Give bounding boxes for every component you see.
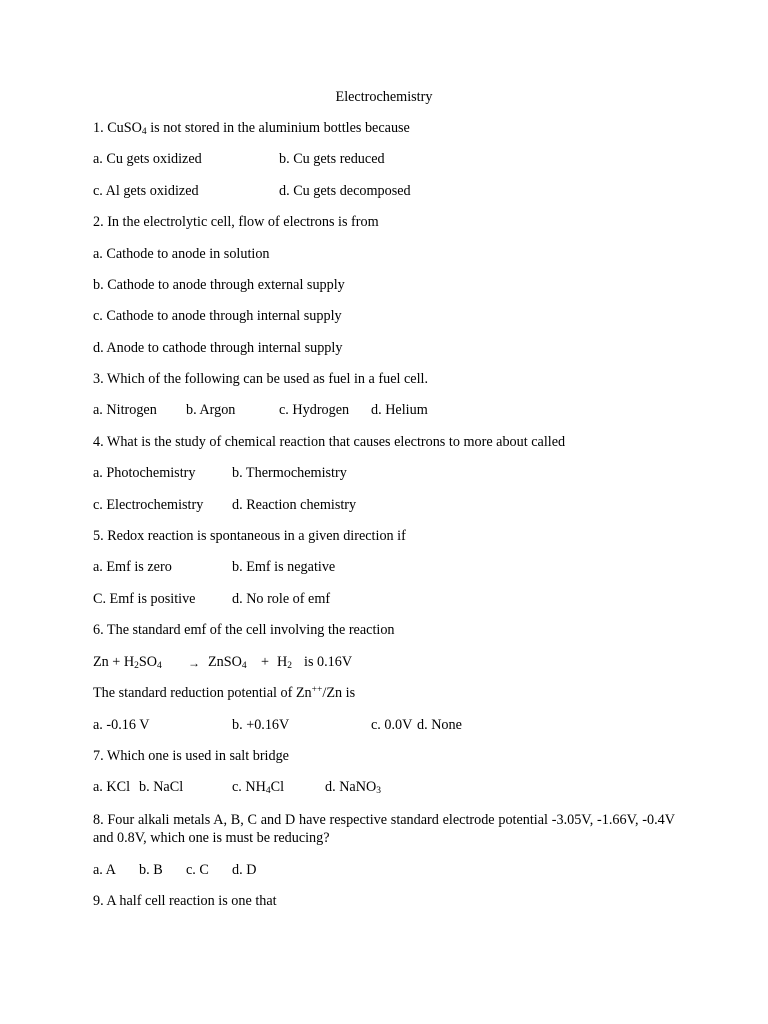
eq-product-znso4 <box>208 653 247 671</box>
eq-product-znso: ZnSO <box>208 654 242 670</box>
q4-option-c: c. Electrochemistry <box>93 497 204 513</box>
question-1-text-b: is not stored in the aluminium bottles because <box>146 120 410 136</box>
q6-equation <box>93 653 162 671</box>
q7-option-d <box>325 778 381 796</box>
q8-option-c: c. C <box>186 862 209 878</box>
q1-option-a: a. Cu gets oxidized <box>93 151 202 167</box>
question-9: 9. A half cell reaction is one that <box>93 893 277 909</box>
q4-option-b: b. Thermochemistry <box>232 465 347 481</box>
q6-stem2-a: The standard reduction potential of Zn <box>93 685 312 701</box>
q8-option-b: b. B <box>139 862 163 878</box>
question-1-text-a: 1. CuSO <box>93 120 142 136</box>
q8-option-d: d. D <box>232 862 257 878</box>
eq-product-h2 <box>277 653 292 671</box>
reaction-arrow-icon: → <box>188 656 200 670</box>
eq-subscript: 4 <box>241 661 247 671</box>
q6-superscript: ++ <box>311 685 323 695</box>
eq-reactant-so: SO <box>138 654 157 670</box>
eq-subscript: 4 <box>157 661 162 671</box>
question-1-subscript: 4 <box>141 127 147 137</box>
q7-subscript: 4 <box>265 786 271 796</box>
eq-plus: + <box>261 654 270 670</box>
q2-option-a: a. Cathode to anode in solution <box>93 246 270 262</box>
q3-option-c: c. Hydrogen <box>279 402 350 418</box>
q4-option-d: d. Reaction chemistry <box>232 497 357 513</box>
q6-option-d: d. None <box>417 717 462 733</box>
q5-option-b: b. Emf is negative <box>232 559 336 575</box>
question-4: 4. What is the study of chemical reaction that causes electrons to more about called <box>93 434 566 450</box>
q6-option-c: c. 0.0V <box>371 717 413 733</box>
q2-option-c: c. Cathode to anode through internal supply <box>93 308 342 324</box>
q3-option-d: d. Helium <box>371 402 428 418</box>
q7-option-d-a: d. NaNO <box>325 779 377 795</box>
question-6: 6. The standard emf of the cell involving the reaction <box>93 622 395 638</box>
eq-subscript: 2 <box>287 661 292 671</box>
question-6-part-2 <box>93 684 355 702</box>
q2-option-d: d. Anode to cathode through internal supply <box>93 340 343 356</box>
question-7: 7. Which one is used in salt bridge <box>93 748 289 764</box>
q7-option-b: b. NaCl <box>139 779 184 795</box>
q8-option-a: a. A <box>93 862 116 878</box>
q7-option-c-a: c. NH <box>232 779 266 795</box>
question-2: 2. In the electrolytic cell, flow of electrons is from <box>93 214 379 230</box>
eq-reactant-zn: Zn + H <box>93 654 135 670</box>
question-1 <box>93 119 410 137</box>
page-title: Electrochemistry <box>335 89 433 105</box>
question-3: 3. Which of the following can be used as fuel in a fuel cell. <box>93 371 429 387</box>
q6-option-a: a. -0.16 V <box>93 717 150 733</box>
eq-subscript: 2 <box>134 661 139 671</box>
q1-option-c: c. Al gets oxidized <box>93 183 199 199</box>
q7-subscript: 3 <box>376 786 381 796</box>
q5-option-c: C. Emf is positive <box>93 591 196 607</box>
q5-option-d: d. No role of emf <box>232 591 331 607</box>
q3-option-a: a. Nitrogen <box>93 402 157 418</box>
question-8: 8. Four alkali metals A, B, C and D have respective standard electrode potential -3.05V, -1.66V, -0.4V and 0.8V, which one is must be reducing? <box>93 812 675 846</box>
q2-option-b: b. Cathode to anode through external supply <box>93 277 345 293</box>
q6-stem2-b: /Zn is <box>322 685 356 701</box>
q5-option-a: a. Emf is zero <box>93 559 172 575</box>
q7-option-c-b: Cl <box>270 779 285 795</box>
q3-option-b: b. Argon <box>186 402 236 418</box>
eq-tail: is 0.16V <box>304 654 353 670</box>
question-5: 5. Redox reaction is spontaneous in a given direction if <box>93 528 406 544</box>
q7-option-a: a. KCl <box>93 779 131 795</box>
q4-option-a: a. Photochemistry <box>93 465 196 481</box>
eq-product-h: H <box>277 654 288 670</box>
q6-option-b: b. +0.16V <box>232 717 290 733</box>
q1-option-b: b. Cu gets reduced <box>279 151 385 167</box>
q1-option-d: d. Cu gets decomposed <box>279 183 411 199</box>
q7-option-c <box>232 778 284 796</box>
